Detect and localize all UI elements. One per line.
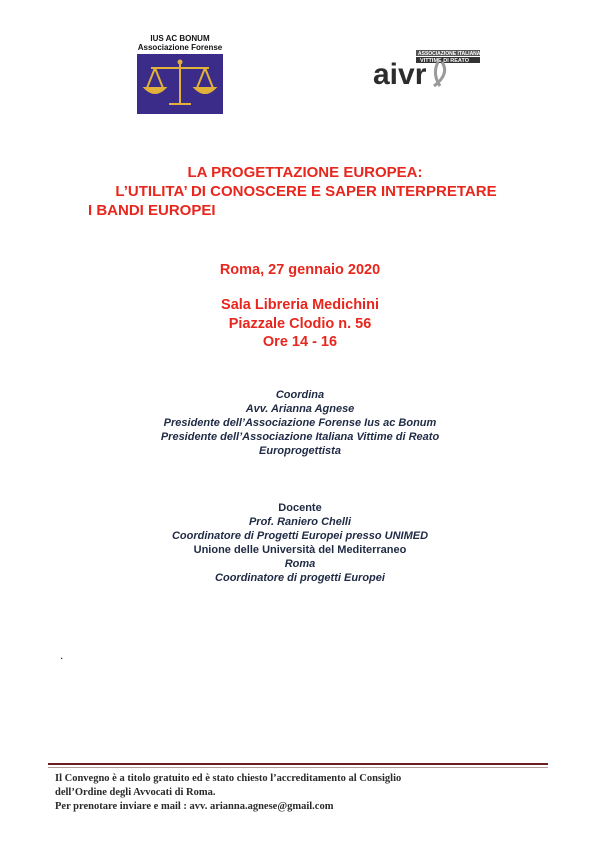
- footer-divider-thin: [48, 767, 548, 768]
- coordina-heading: Coordina: [275, 389, 325, 401]
- title-line3: I BANDI EUROPEI: [88, 202, 216, 219]
- docente-role3: Roma: [284, 558, 316, 570]
- event-title: [0, 163, 600, 220]
- title-line1: LA PROGETTAZIONE EUROPEA:: [187, 164, 423, 181]
- aivr-letters: aivr: [373, 58, 427, 88]
- docente-heading: Docente: [278, 502, 322, 514]
- aivr-logo: [370, 48, 490, 88]
- scales-of-justice-icon: [137, 54, 223, 114]
- aivr-small-bottom: VITTIME DI REATO: [420, 58, 469, 64]
- docente-role4: Coordinatore di progetti Europei: [215, 572, 385, 584]
- event-date: Roma, 27 gennaio 2020: [219, 262, 381, 278]
- footer-divider: [48, 763, 548, 765]
- event-address: Piazzale Clodio n. 56: [228, 316, 372, 332]
- aivr-small-top: ASSOCIAZIONE ITALIANA: [418, 51, 481, 57]
- coordina-role2: Presidente dell’Associazione Italiana Vittime di Reato: [160, 431, 440, 443]
- coordina-role3: Europrogettista: [259, 445, 341, 457]
- logo-left-line2: Associazione Forense: [137, 43, 223, 52]
- docente-section: [0, 501, 600, 585]
- coordina-role1: Presidente dell’Associazione Forense Ius ac Bonum: [163, 417, 437, 429]
- ius-ac-bonum-logo: [137, 34, 223, 114]
- footer-line3: Per prenotare inviare e mail : avv. arianna.agnese@gmail.com: [55, 801, 334, 812]
- coordina-section: [0, 388, 600, 458]
- event-time: Ore 14 - 16: [262, 334, 338, 350]
- stray-dot: .: [60, 648, 64, 662]
- title-line2: L’UTILITA’ DI CONOSCERE E SAPER INTERPRETARE: [115, 183, 497, 200]
- event-venue: Sala Libreria Medichini: [221, 297, 379, 313]
- docente-role2: Unione delle Università del Mediterraneo: [193, 544, 407, 556]
- docente-name: Prof. Raniero Chelli: [248, 516, 352, 528]
- footer-line2: dell’Ordine degli Avvocati di Roma.: [55, 787, 216, 798]
- coordina-name: Avv. Arianna Agnese: [245, 403, 355, 415]
- logo-left-line1: IUS AC BONUM: [150, 34, 210, 43]
- docente-role1: Coordinatore di Progetti Europei presso UNIMED: [171, 530, 429, 542]
- footer-note: [55, 772, 575, 814]
- aivr-logo-graphic: [370, 48, 490, 88]
- footer-line1: Il Convegno è a titolo gratuito ed è stato chiesto l’accreditamento al Consiglio: [55, 773, 402, 784]
